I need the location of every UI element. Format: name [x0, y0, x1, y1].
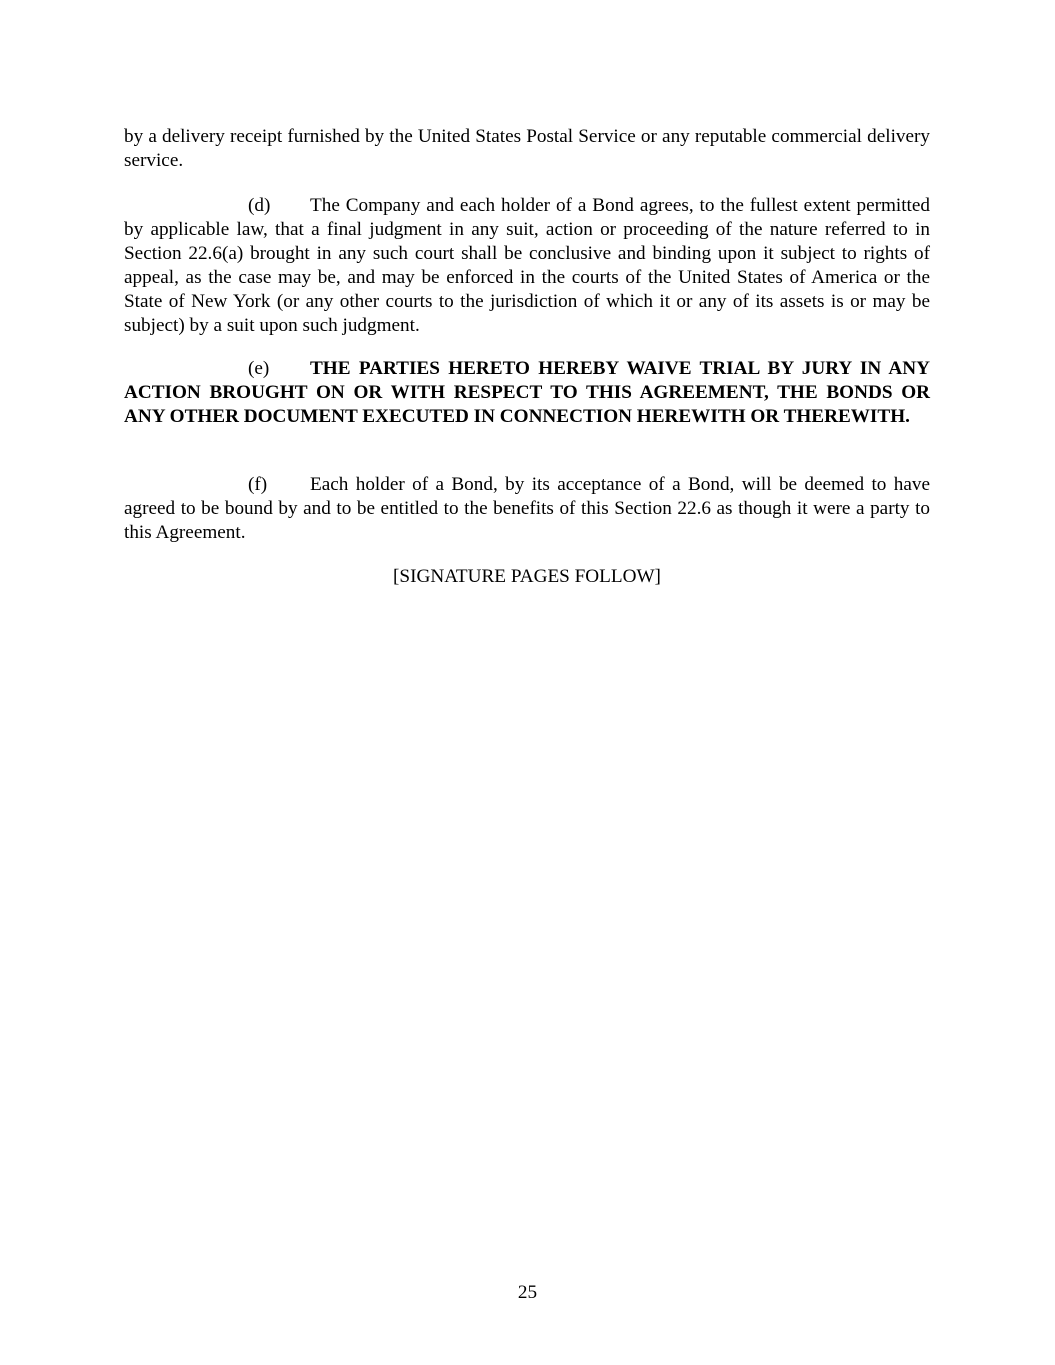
paragraph-continuation-text: by a delivery receipt furnished by the United States Postal Service or any reputable commercial delivery service.	[124, 126, 930, 171]
paragraph-e-text: THE PARTIES HERETO HEREBY WAIVE TRIAL BY JURY IN ANY ACTION BROUGHT ON OR WITH RESPECT TO THIS AGREEMENT, THE BONDS OR ANY OTHER DOCUMENT EXECUTED IN CONNECTION HEREWITH OR THEREWITH.	[124, 358, 930, 427]
paragraph-continuation	[124, 125, 930, 173]
paragraph-d-text: The Company and each holder of a Bond agrees, to the fullest extent permitted by applicable law, that a final judgment in any suit, action or proceeding of the nature referred to in Section 22.6(a) brought in any such court shall be conclusive and binding upon it subject to rights of appeal, as the case may be, and may be enforced in the courts of the United States of America or the State of New York (or any other courts to the jurisdiction of which it or any of its assets is or may be subject) by a suit upon such judgment.	[124, 195, 930, 336]
paragraph-d-label: (d)	[248, 195, 271, 216]
paragraph-f-text: Each holder of a Bond, by its acceptance of a Bond, will be deemed to have agreed to be bound by and to be entitled to the benefits of this Section 22.6 as though it were a party to this Agreement.	[124, 474, 930, 543]
paragraph-f	[124, 473, 930, 545]
paragraph-e	[124, 357, 930, 429]
paragraph-d	[124, 194, 930, 338]
paragraph-f-label: (f)	[248, 474, 268, 495]
paragraph-e-label: (e)	[248, 358, 270, 379]
signature-notice: [SIGNATURE PAGES FOLLOW]	[393, 566, 661, 587]
page-number: 25	[517, 1282, 538, 1303]
